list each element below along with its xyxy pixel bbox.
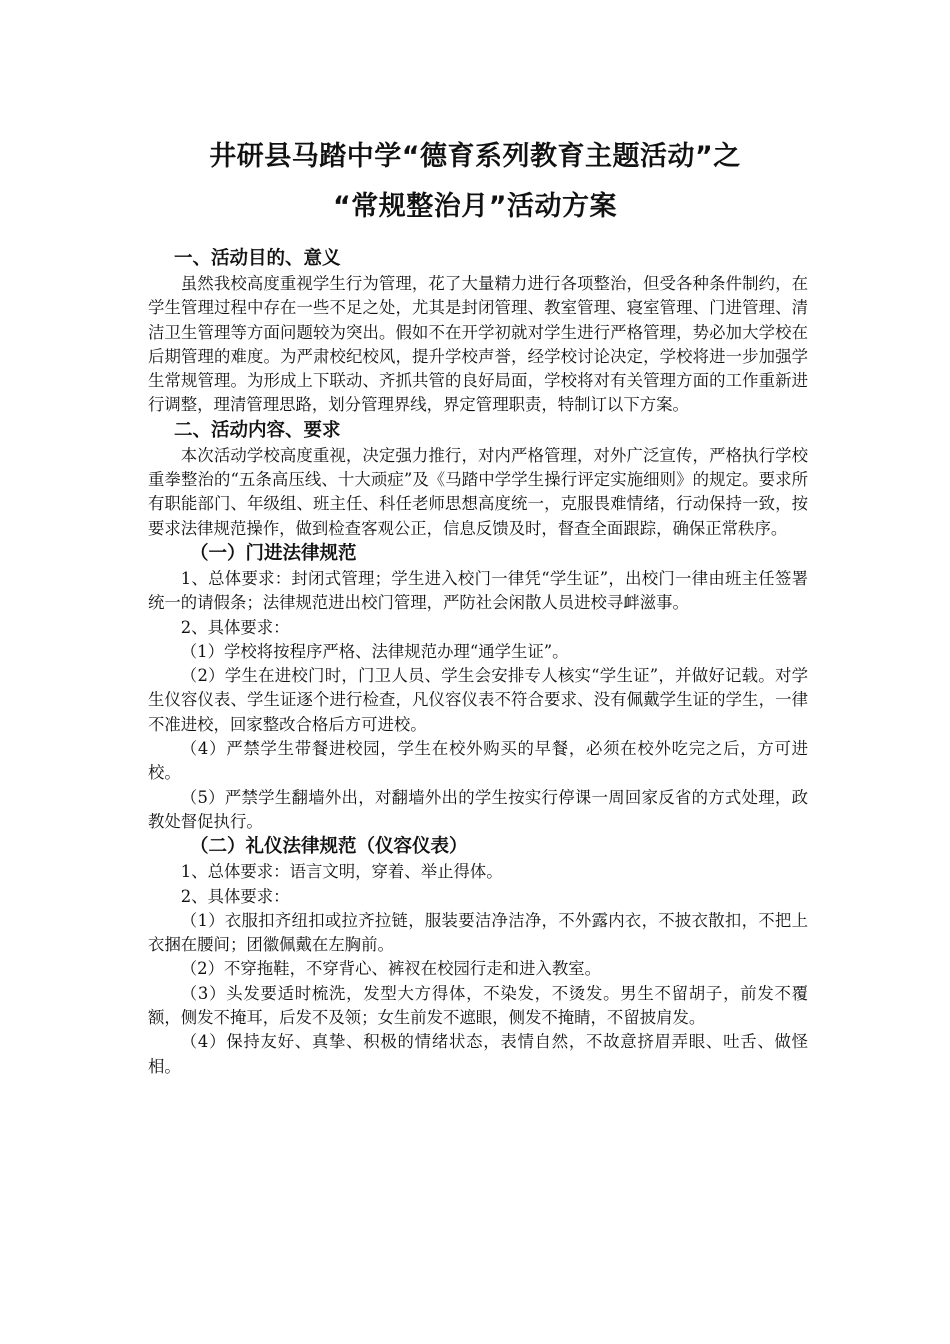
document-body: [148, 246, 808, 1079]
section-1-heading: 一、活动目的、意义: [174, 248, 341, 269]
subsection-2-paragraph-6: （4）保持友好、真挚、积极的情绪状态，表情自然，不故意挤眉弄眼、吐舌、做怪相。: [148, 1032, 808, 1076]
subsection-2-heading: （二）礼仪法律规范（仪容仪表）: [190, 836, 468, 858]
subsection-2-paragraph-2: 2、具体要求：: [180, 886, 290, 906]
subsection-1-paragraph-2: 2、具体要求：: [180, 617, 290, 637]
section-1-paragraph: 虽然我校高度重视学生行为管理，花了大量精力进行各项整治，但受各种条件制约，在学生管理过程中存在一些不足之处，尤其是封闭管理、教室管理、寝室管理、门进管理、清洁卫生管理等方面问题较为突出。假如不在开学初就对学生进行严格管理，势必加大学校在后期管理的难度。为严肃校纪校风，提升学校声誉，经学校讨论决定，学校将进一步加强学生常规管理。为形成上下联动、齐抓共管的良好局面，学校将对有关管理方面的工作重新进行调整，理清管理思路，划分管理界线，界定管理职责，特制订以下方案。: [148, 274, 808, 415]
subsection-1-paragraph-3: （1）学校将按程序严格、法律规范办理“通学生证”。: [180, 641, 569, 661]
subsection-1-heading: （一）门进法律规范: [190, 542, 357, 564]
subsection-2-paragraph-5: （3）头发要适时梳洗，发型大方得体，不染发，不烫发。男生不留胡子，前发不覆额，侧发不掩耳，后发不及领；女生前发不遮眼，侧发不掩睛，不留披肩发。: [148, 983, 808, 1028]
subsection-1-paragraph-4: （2）学生在进校门时，门卫人员、学生会安排专人核实“学生证”，并做好记载。对学生仪容仪表、学生证逐个进行检查，凡仪容仪表不符合要求、没有佩戴学生证的学生，一律不准进校，回家整改合格后方可进校。: [148, 666, 808, 734]
subsection-1-paragraph-1: 1、总体要求：封闭式管理；学生进入校门一律凭“学生证”，出校门一律由班主任签署统一的请假条；法律规范进出校门管理，严防社会闲散人员进校寻衅滋事。: [148, 568, 808, 613]
subsection-1-paragraph-5: （4）严禁学生带餐进校园，学生在校外购买的早餐，必须在校外吃完之后，方可进校。: [148, 739, 808, 783]
section-2-heading: 二、活动内容、要求: [174, 419, 341, 441]
document-title-line-2: “常规整治月”活动方案: [333, 191, 617, 222]
subsection-2-paragraph-1: 1、总体要求：语言文明，穿着、举止得体。: [180, 862, 503, 882]
subsection-1-paragraph-6: （5）严禁学生翻墙外出，对翻墙外出的学生按实行停课一周回家反省的方式处理，政教处督促执行。: [148, 787, 808, 831]
document-title-line-1: 井研县马踏中学“德育系列教育主题活动”之: [209, 141, 741, 172]
subsection-2-paragraph-4: （2）不穿拖鞋，不穿背心、裤衩在校园行走和进入教室。: [180, 959, 601, 979]
section-2-paragraph: 本次活动学校高度重视，决定强力推行，对内严格管理，对外广泛宣传，严格执行学校重拳整治的“五条高压线、十大顽症”及《马踏中学学生操行评定实施细则》的规定。要求所有职能部门、年级组、班主任、科任老师思想高度统一，克服畏难情绪，行动保持一致，按要求法律规范操作，做到检查客观公正，信息反馈及时，督查全面跟踪，确保正常秩序。: [148, 445, 808, 538]
subsection-2-paragraph-3: （1）衣服扣齐纽扣或拉齐拉链，服装要洁净洁净，不外露内衣，不披衣散扣，不把上衣捆在腰间；团徽佩戴在左胸前。: [148, 910, 808, 955]
